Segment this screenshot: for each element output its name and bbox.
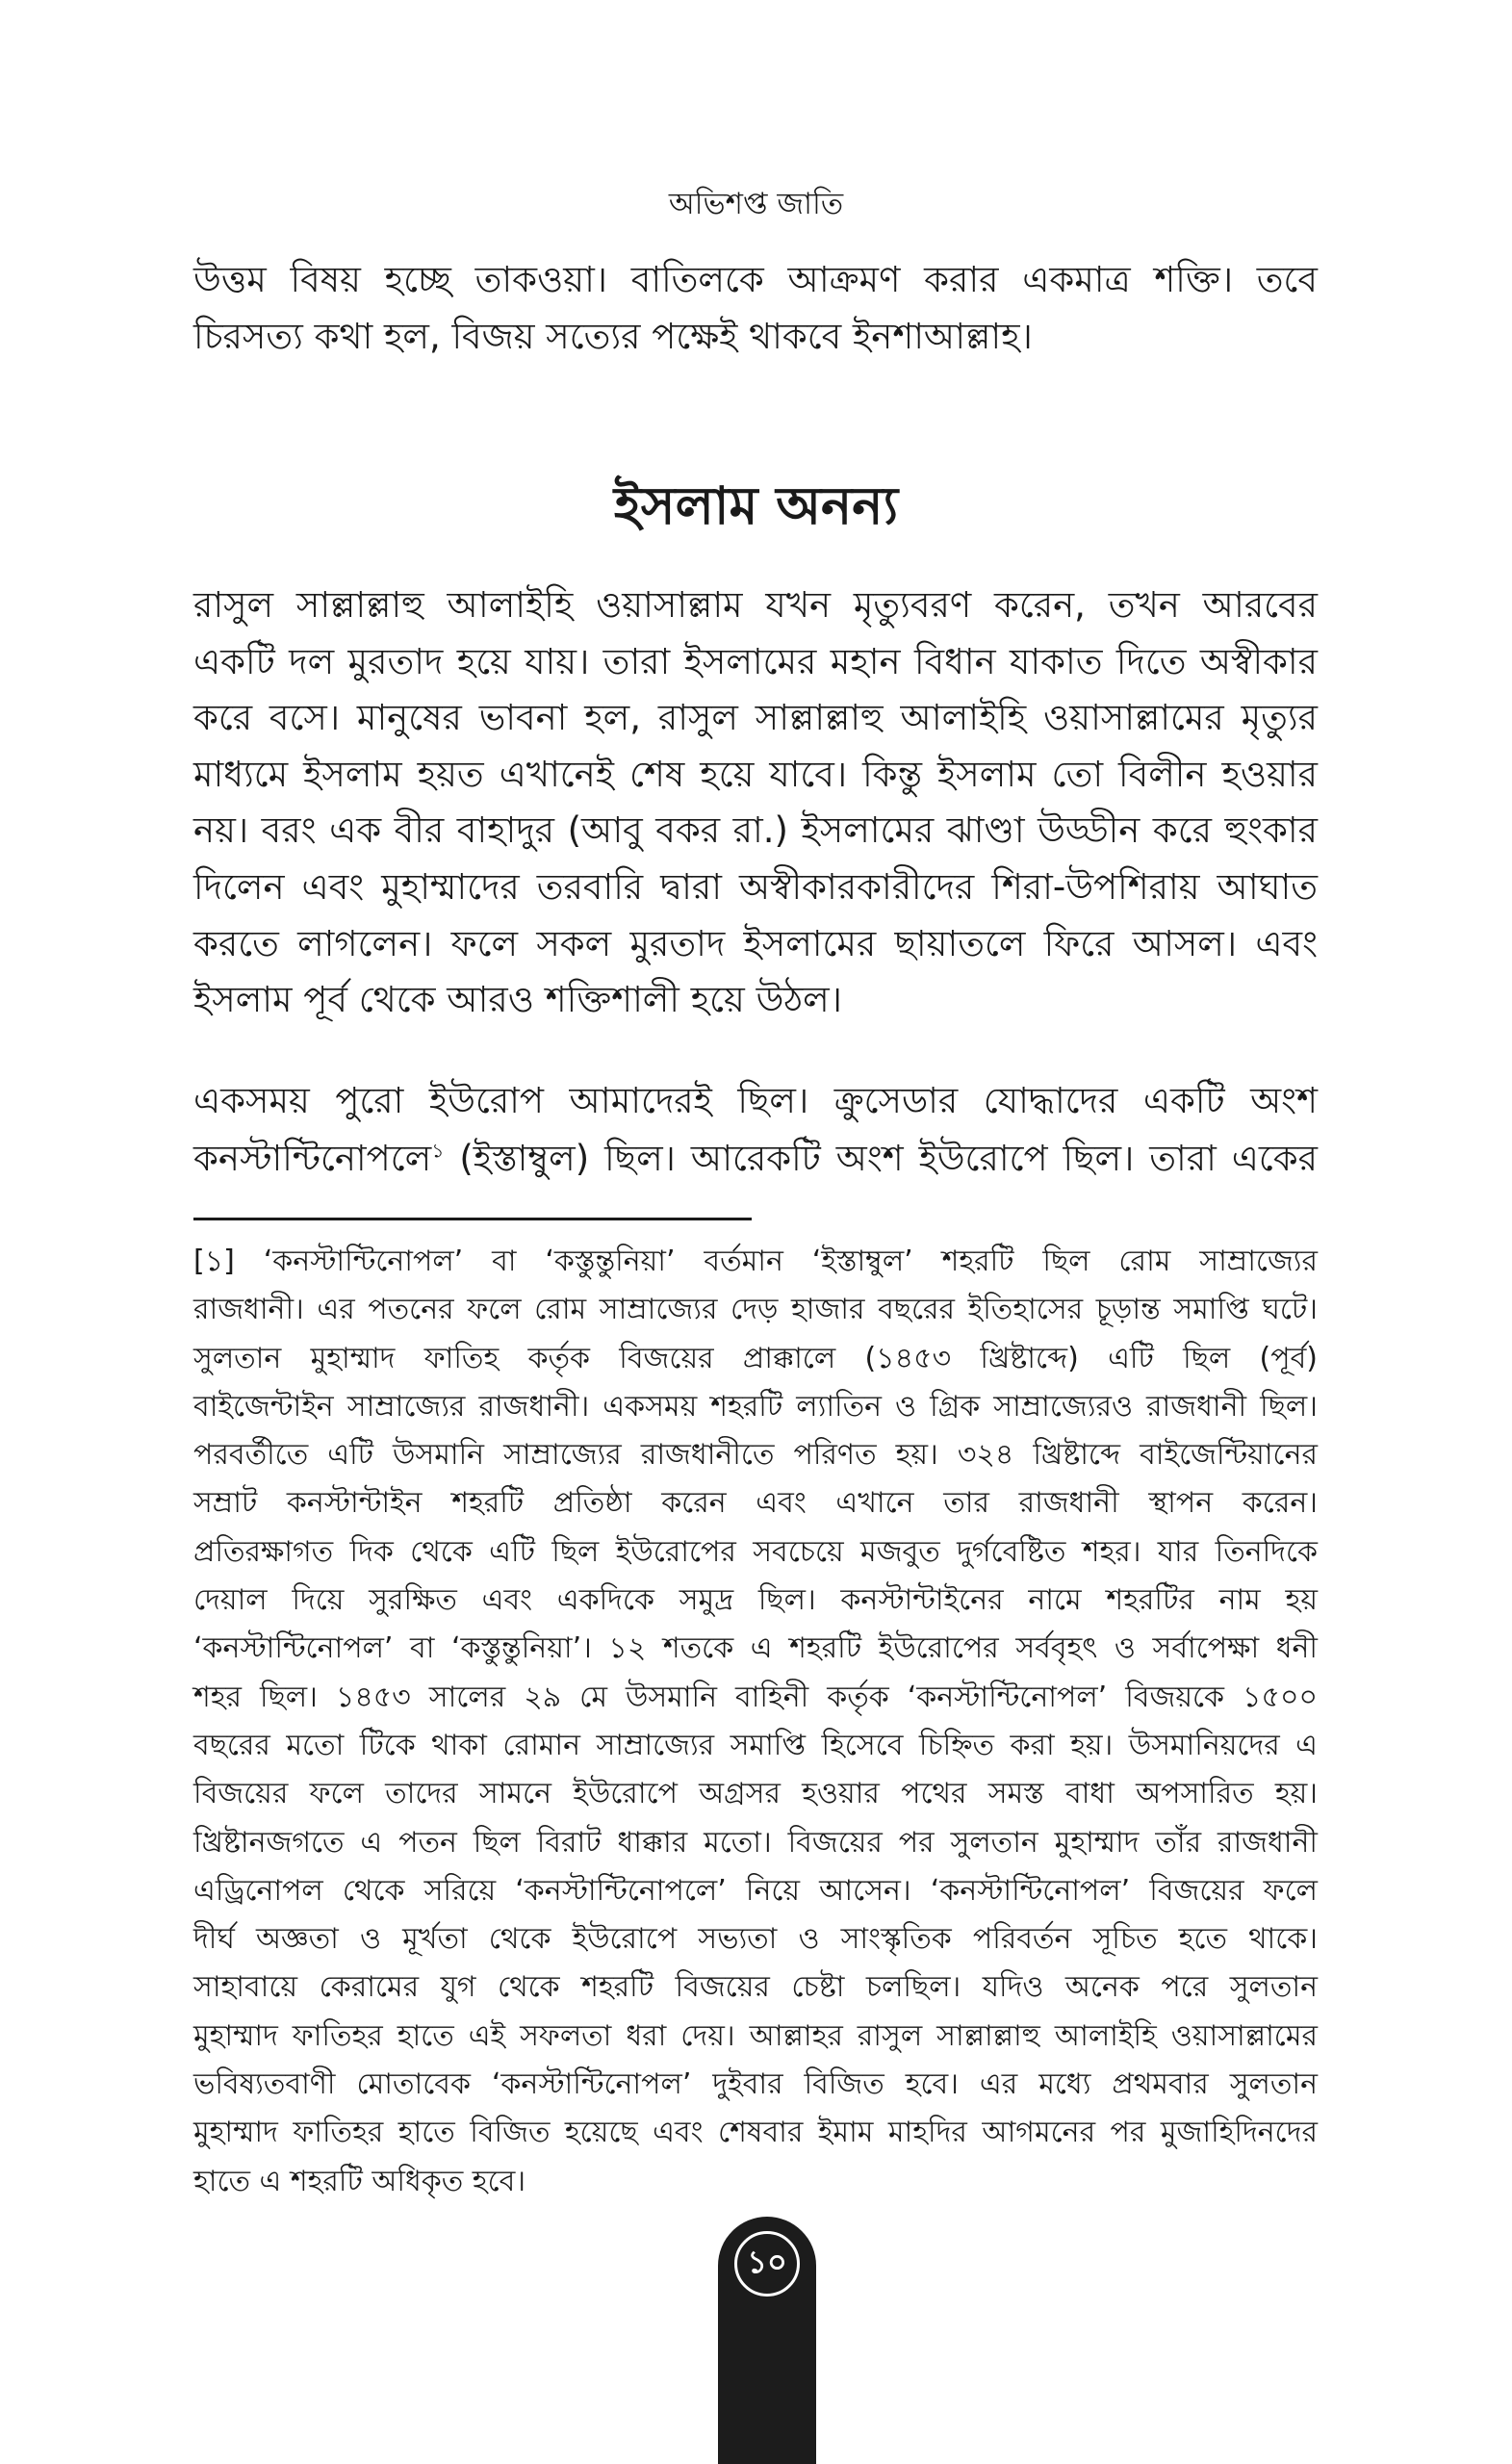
footnote-line: হাতে এ শহরটি অধিকৃত হবে। (193, 2164, 526, 2198)
intro-paragraph (193, 252, 1318, 365)
footnote-line: দেয়াল দিয়ে সুরক্ষিত এবং একদিকে সমুদ্র ছিল। কনস্টান্টাইনের নামে শহরটির নাম হয় (193, 1583, 1318, 1618)
footnote-line: এড্রিনোপল থেকে সরিয়ে ‘কনস্টান্টিনোপলে’ নিয়ে আসেন। ‘কনস্টান্টিনোপল’ বিজয়ের ফলে (193, 1873, 1318, 1908)
footnote-line: পরবর্তীতে এটি উসমানি সাম্রাজ্যের রাজধানীতে পরিণত হয়। ৩২৪ খ্রিষ্টাব্দে বাইজেন্টিয়ানের (193, 1438, 1318, 1473)
paragraph-line: দিলেন এবং মুহাম্মাদের তরবারি দ্বারা অস্বীকারকারীদের শিরা-উপশিরায় আঘাত (193, 865, 1318, 908)
footnote-line: ‘কনস্টান্টিনোপল’ বা ‘কস্তুন্তুনিয়া’। ১২ শতকে এ শহরটি ইউরোপের সর্ববৃহৎ ও সর্বাপেক্ষা ধনী (193, 1631, 1318, 1666)
footnote-line: সম্রাট কনস্টান্টাইন শহরটি প্রতিষ্ঠা করেন এবং এখানে তার রাজধানী স্থাপন করেন। (193, 1486, 1318, 1521)
paragraph-line: রাসুল সাল্লাল্লাহু আলাইহি ওয়াসাল্লাম যখন মৃত্যুবরণ করেন, তখন আরবের (193, 584, 1318, 626)
footnote-line: সুলতান মুহাম্মাদ ফাতিহ কর্তৃক বিজয়ের প্রাক্কালে (১৪৫৩ খ্রিষ্টাব্দে) এটি ছিল (পূর্ব) (193, 1341, 1318, 1375)
footnote-line: [১] ‘কনস্টান্টিনোপল’ বা ‘কস্তুন্তুনিয়া’ বর্তমান ‘ইস্তাম্বুল’ শহরটি ছিল রোম সাম্রাজ্যের (193, 1245, 1318, 1278)
paragraph-line: করতে লাগলেন। ফলে সকল মুরতাদ ইসলামের ছায়াতলে ফিরে আসল। এবং (193, 922, 1318, 964)
footnote-line: মুহাম্মাদ ফাতিহর হাতে বিজিত হয়েছে এবং শেষবার ইমাম মাহদির আগমনের পর মুজাহিদিনদের (193, 2116, 1318, 2150)
paragraph-line: একসময় পুরো ইউরোপ আমাদেরই ছিল। ক্রুসেডার যোদ্ধাদের একটি অংশ (193, 1080, 1318, 1121)
section-heading: ইসলাম অনন্য (613, 475, 899, 536)
paragraph-line: করে বসে। মানুষের ভাবনা হল, রাসুল সাল্লাল্লাহু আলাইহি ওয়াসাল্লামের মৃত্যুর (193, 697, 1318, 739)
paragraph-line: একটি দল মুরতাদ হয়ে যায়। তারা ইসলামের মহান বিধান যাকাত দিতে অস্বীকার (193, 640, 1318, 682)
footnote-line: প্রতিরক্ষাগত দিক থেকে এটি ছিল ইউরোপের সবচেয়ে মজবুত দুর্গবেষ্টিত শহর। যার তিনদিকে (193, 1534, 1318, 1569)
footnote-line: ভবিষ্যতবাণী মোতাবেক ‘কনস্টান্টিনোপল’ দুইবার বিজিত হবে। এর মধ্যে প্রথমবার সুলতান (193, 2067, 1318, 2102)
footnote-line: সাহাবায়ে কেরামের যুগ থেকে শহরটি বিজয়ের চেষ্টা চলছিল। যদিও অনেক পরে সুলতান (193, 1970, 1318, 2005)
paragraph-line: চিরসত্য কথা হল, বিজয় সত্যের পক্ষেই থাকবে ইনশাআল্লাহ। (193, 315, 1033, 357)
running-header: অভিশপ্ত জাতি (668, 187, 844, 221)
footnote-reference-marker: ১ (431, 1139, 445, 1163)
footnote-line: রাজধানী। এর পতনের ফলে রোম সাম্রাজ্যের দেড় হাজার বছরের ইতিহাসের চূড়ান্ত সমাপ্তি ঘটে। (193, 1293, 1318, 1327)
paragraph-line: মাধ্যমে ইসলাম হয়ত এখানেই শেষ হয়ে যাবে। কিন্তু ইসলাম তো বিলীন হওয়ার (193, 753, 1318, 795)
paragraph-line: নয়। বরং এক বীর বাহাদুর (আবু বকর রা.) ইসলামের ঝাণ্ডা উড্ডীন করে হুংকার (193, 809, 1318, 852)
paragraph-line: ইসলাম পূর্ব থেকে আরও শক্তিশালী হয়ে উঠল। (193, 979, 842, 1021)
page-number: ১০ (734, 2231, 800, 2297)
body-paragraph (193, 1072, 1318, 1188)
footnote-line: শহর ছিল। ১৪৫৩ সালের ২৯ মে উসমানি বাহিনী কর্তৃক ‘কনস্টান্টিনোপল’ বিজয়কে ১৫০০ (193, 1680, 1318, 1714)
body-paragraph (193, 578, 1318, 1029)
footnote-line: দীর্ঘ অজ্ঞতা ও মূর্খতা থেকে ইউরোপে সভ্যতা ও সাংস্কৃতিক পরিবর্তন সূচিত হতে থাকে। (193, 1922, 1318, 1957)
paragraph-line (193, 1130, 1318, 1188)
footnote-separator (193, 1218, 752, 1220)
footnote-line: বছরের মতো টিকে থাকা রোমান সাম্রাজ্যের সমাপ্তি হিসেবে চিহ্নিত করা হয়। উসমানিয়দের এ (193, 1728, 1318, 1762)
page-number-tab (718, 2217, 816, 2464)
footnote-line: খ্রিষ্টানজগতে এ পতন ছিল বিরাট ধাক্কার মতো। বিজয়ের পর সুলতান মুহাম্মাদ তাঁর রাজধানী (193, 1825, 1318, 1860)
line-segment: (ইস্তাম্বুল) ছিল। আরেকটি অংশ ইউরোপে ছিল। তারা একের (444, 1138, 1318, 1179)
footnote-line: মুহাম্মাদ ফাতিহর হাতে এই সফলতা ধরা দেয়। আল্লাহর রাসুল সাল্লাল্লাহু আলাইহি ওয়াসাল্লামের (193, 2018, 1318, 2053)
footnote-line: বিজয়ের ফলে তাদের সামনে ইউরোপে অগ্রসর হওয়ার পথের সমস্ত বাধা অপসারিত হয়। (193, 1777, 1318, 1811)
paragraph-line: উত্তম বিষয় হচ্ছে তাকওয়া। বাতিলকে আক্রমণ করার একমাত্র শক্তি। তবে (193, 259, 1318, 300)
line-segment: কনস্টান্টিনোপলে (193, 1138, 432, 1179)
footnote (193, 1238, 1318, 2206)
footnote-line: বাইজেন্টাইন সাম্রাজ্যের রাজধানী। একসময় শহরটি ল্যাতিন ও গ্রিক সাম্রাজ্যেরও রাজধানী ছিল। (193, 1389, 1318, 1424)
